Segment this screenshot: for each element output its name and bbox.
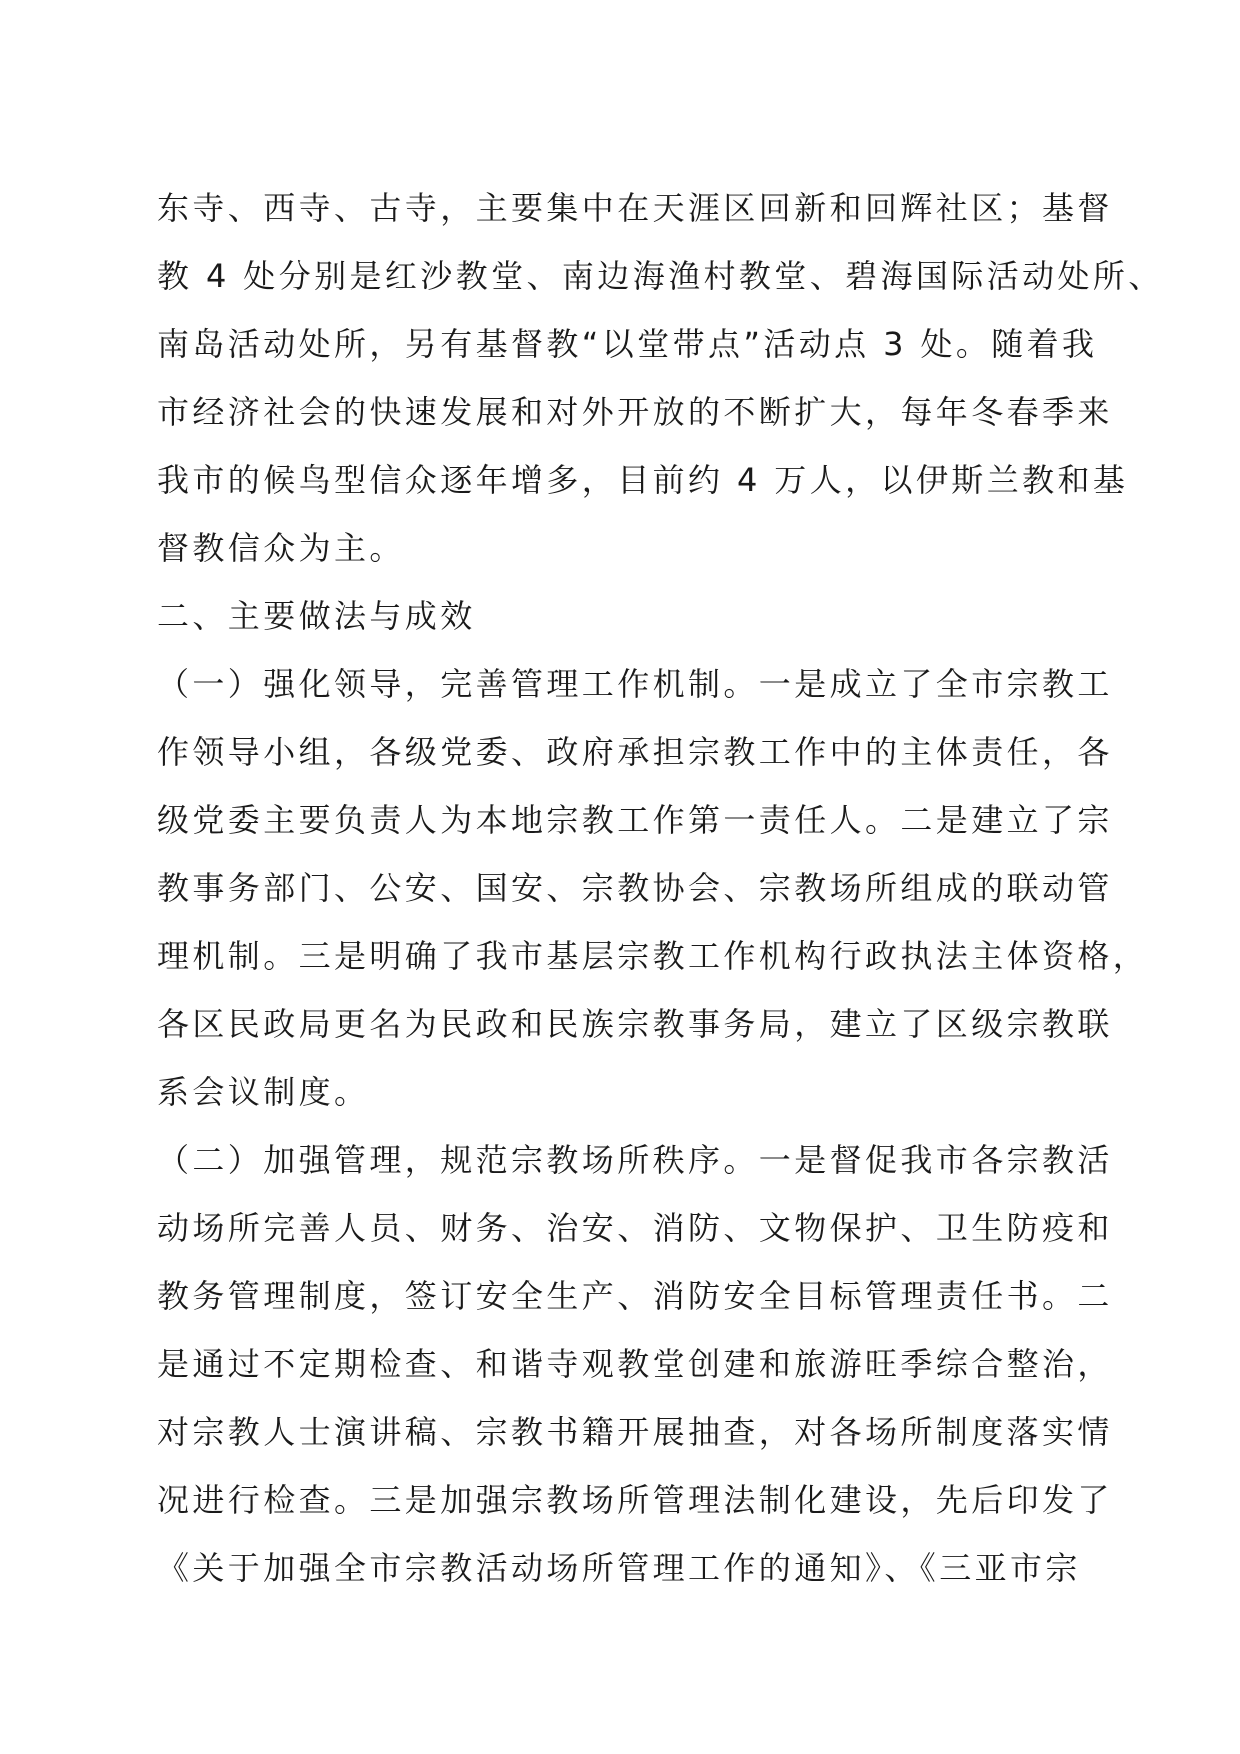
text-line: 教务管理制度，签订安全生产、消防安全目标管理责任书。二 <box>157 1277 1113 1315</box>
body-text <box>157 188 1164 1616</box>
text-line: 况进行检查。三是加强宗教场所管理法制化建设，先后印发了 <box>157 1481 1113 1519</box>
text-line: 作领导小组，各级党委、政府承担宗教工作中的主体责任，各 <box>157 733 1113 771</box>
text-line: 我市的候鸟型信众逐年增多，目前约 4 万人，以伊斯兰教和基 <box>157 461 1129 499</box>
text-line: 级党委主要负责人为本地宗教工作第一责任人。二是建立了宗 <box>157 801 1113 839</box>
text-line: 东寺、西寺、古寺，主要集中在天涯区回新和回辉社区；基督 <box>157 189 1113 227</box>
text-line: 是通过不定期检查、和谐寺观教堂创建和旅游旺季综合整治， <box>157 1345 1113 1383</box>
text-line: 督教信众为主。 <box>157 529 405 567</box>
text-line: 南岛活动处所，另有基督教“以堂带点”活动点 3 处。随着我 <box>157 325 1098 363</box>
text-line: （二）加强管理，规范宗教场所秩序。一是督促我市各宗教活 <box>157 1141 1113 1179</box>
text-line: 教事务部门、公安、国安、宗教协会、宗教场所组成的联动管 <box>157 869 1113 907</box>
text-line: 《关于加强全市宗教活动场所管理工作的通知》、《三亚市宗 <box>157 1549 1081 1587</box>
text-line: （一）强化领导，完善管理工作机制。一是成立了全市宗教工 <box>157 665 1113 703</box>
text-line: 各区民政局更名为民政和民族宗教事务局，建立了区级宗教联 <box>157 1005 1113 1043</box>
text-line: 市经济社会的快速发展和对外开放的不断扩大，每年冬春季来 <box>157 393 1113 431</box>
text-line: 对宗教人士演讲稿、宗教书籍开展抽查，对各场所制度落实情 <box>157 1413 1113 1451</box>
section-heading: 二、主要做法与成效 <box>157 597 476 635</box>
text-line: 教 4 处分别是红沙教堂、南边海渔村教堂、碧海国际活动处所、 <box>157 257 1164 295</box>
text-line: 动场所完善人员、财务、治安、消防、文物保护、卫生防疫和 <box>157 1209 1113 1247</box>
text-line: 系会议制度。 <box>157 1073 370 1111</box>
text-line: 理机制。三是明确了我市基层宗教工作机构行政执法主体资格， <box>157 937 1149 975</box>
